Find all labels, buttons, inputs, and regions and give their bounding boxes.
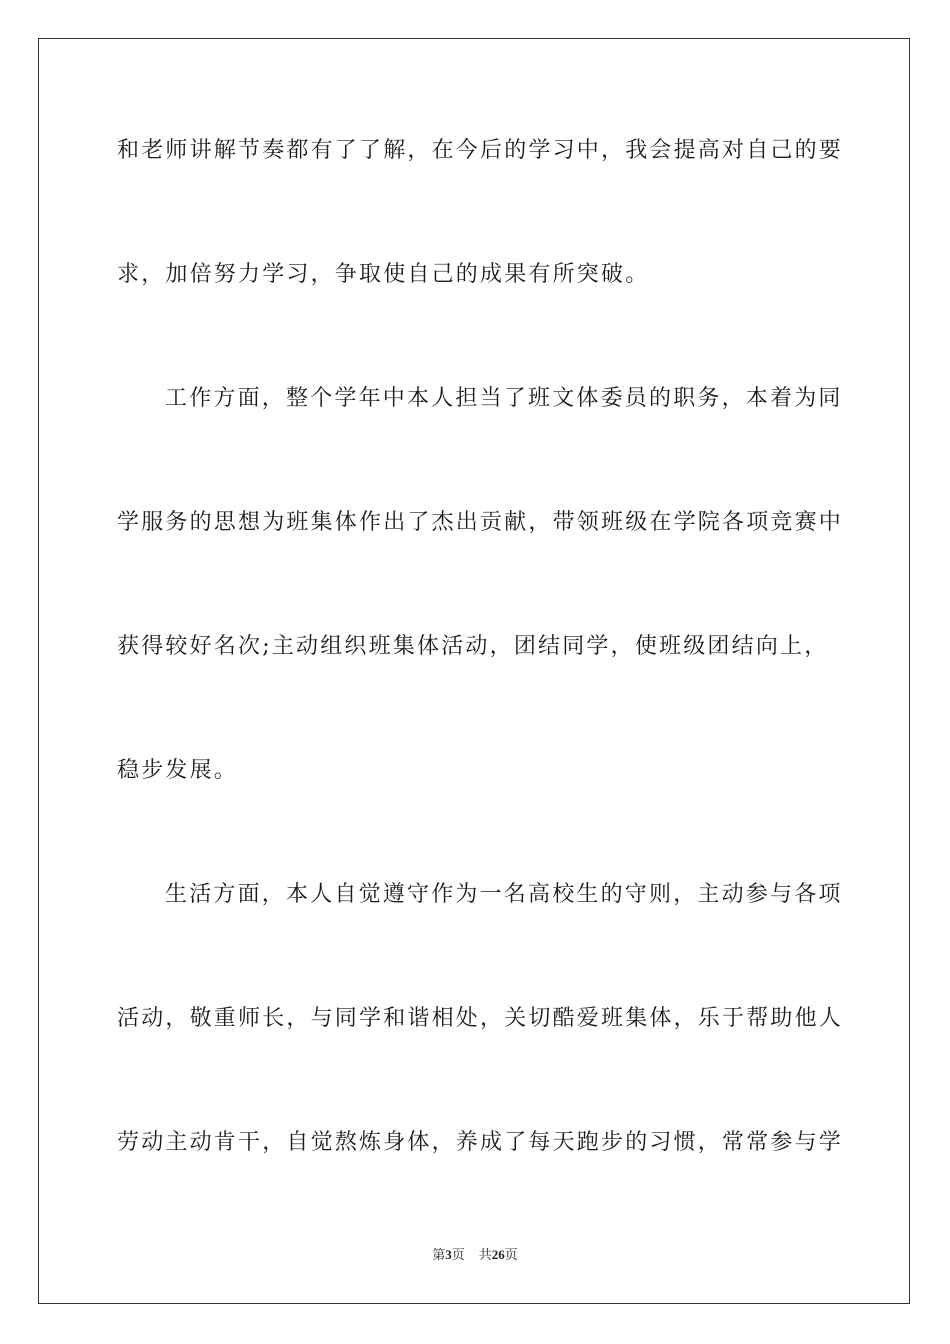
body-line-3-paragraph-start: 工作方面，整个学年中本人担当了班文体委员的职务，本着为同	[165, 386, 843, 411]
page-frame	[38, 38, 910, 1304]
body-line-6: 稳步发展。	[117, 758, 239, 783]
body-line-2: 求，加倍努力学习，争取使自己的成果有所突破。	[117, 262, 650, 287]
page-suffix: 页	[451, 1248, 465, 1263]
body-line-4: 学服务的思想为班集体作出了杰出贡献，带领班级在学院各项竞赛中	[117, 510, 844, 535]
page-prefix: 第	[432, 1248, 446, 1263]
total-suffix: 页	[504, 1248, 518, 1263]
total-page-count: 26	[491, 1247, 505, 1262]
body-line-8: 活动，敬重师长，与同学和谐相处，关切酷爱班集体，乐于帮助他人	[117, 1006, 844, 1031]
current-page-number: 3	[445, 1247, 452, 1262]
body-line-9: 劳动主动肯干，自觉熬炼身体，养成了每天跑步的习惯，常常参与学	[117, 1130, 844, 1155]
body-line-5: 获得较好名次;主动组织班集体活动，团结同学，使班级团结向上，	[117, 634, 829, 659]
body-line-1: 和老师讲解节奏都有了了解，在今后的学习中，我会提高对自己的要	[117, 138, 844, 163]
page-number-footer	[0, 1246, 950, 1265]
body-line-7-paragraph-start: 生活方面，本人自觉遵守作为一名高校生的守则，主动参与各项	[165, 882, 843, 907]
total-prefix: 共	[478, 1248, 492, 1263]
